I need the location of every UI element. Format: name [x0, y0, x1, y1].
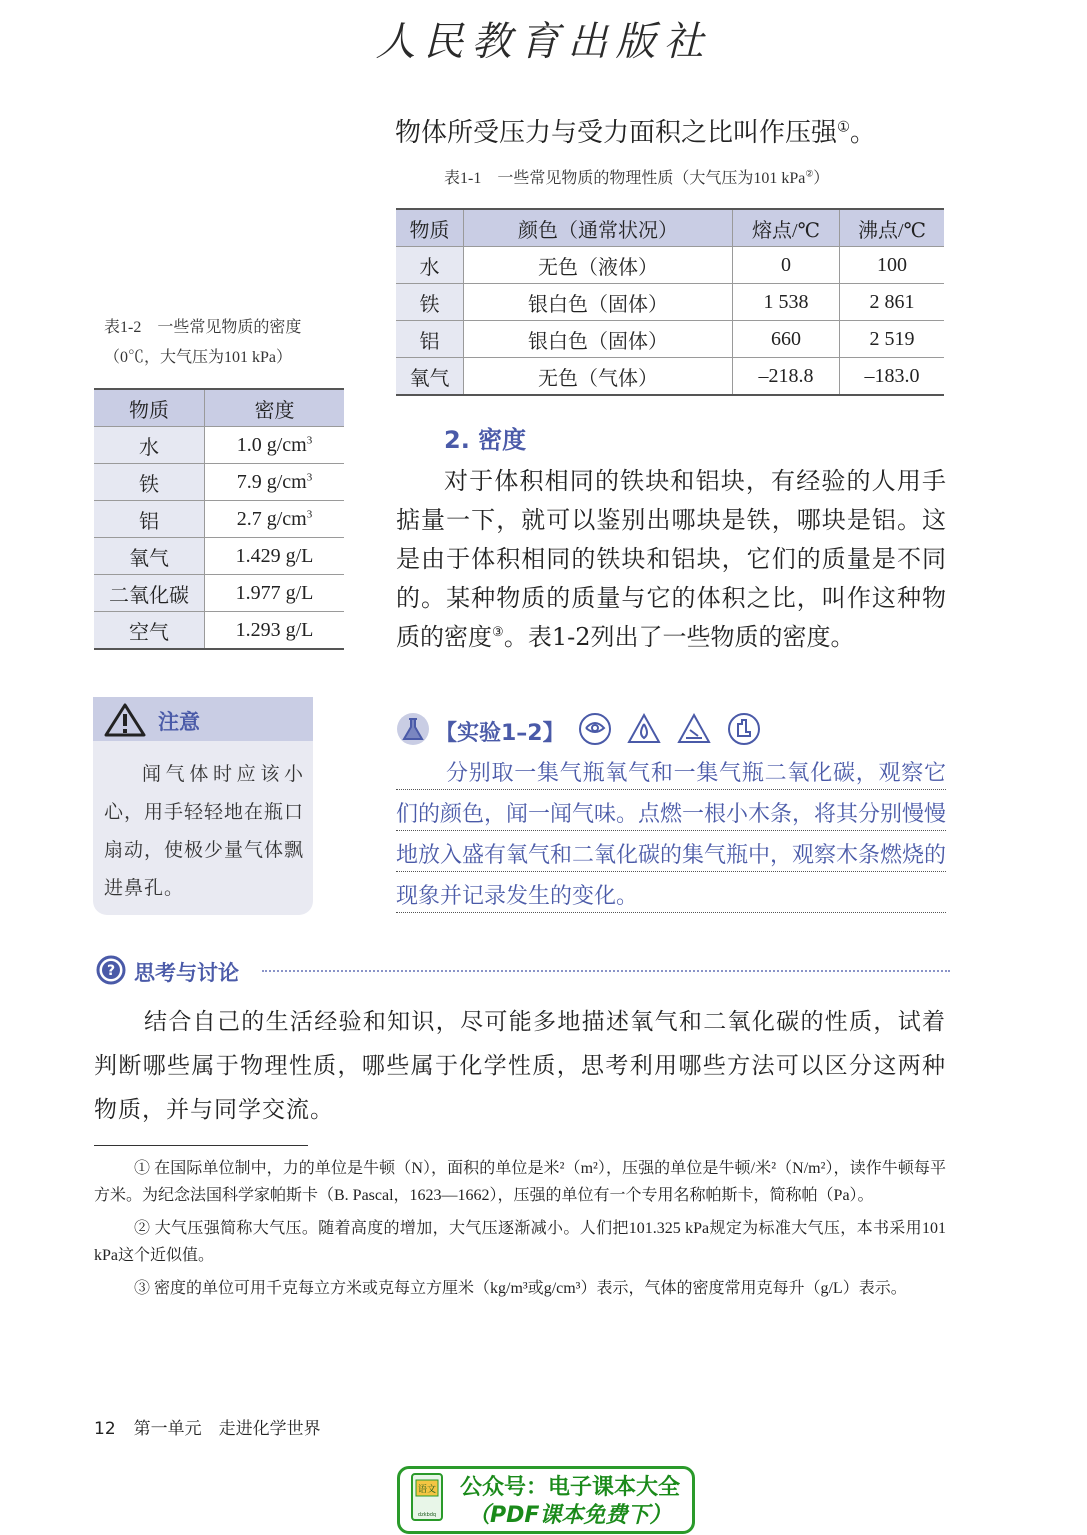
- table-row: [94, 427, 344, 464]
- table-header: 沸点/℃: [840, 209, 945, 247]
- table-cell: 氧气: [94, 538, 205, 575]
- think-title: 思考与讨论: [134, 961, 239, 985]
- table-cell: 无色（液体）: [464, 247, 733, 284]
- experiment-body: 分别取一集气瓶氧气和一集气瓶二氧化碳，观察它们的颜色，闻一闻气味。点燃一根小木条，将其分别慢慢地放入盛有氧气和二氧化碳的集气瓶中，观察木条燃烧的现象并记录发生的变化。: [396, 761, 947, 909]
- table-cell: 无色（气体）: [464, 358, 733, 396]
- table-cell: –183.0: [840, 358, 945, 396]
- table-cell: 铝: [396, 321, 464, 358]
- dotted-divider: [262, 970, 950, 972]
- watermark-line2: （PDF课本免费下）: [468, 1503, 672, 1528]
- density-table: [94, 388, 344, 650]
- table-cell: 铝: [94, 501, 205, 538]
- intro-sentence: 物体所受压力与受力面积之比叫作压强①。: [395, 118, 876, 148]
- table-row: [396, 321, 944, 358]
- table-cell: 氧气: [396, 358, 464, 396]
- table-cell: 660: [733, 321, 840, 358]
- table-row: [94, 575, 344, 612]
- table-cell: 1 538: [733, 284, 840, 321]
- table-cell: 1.293 g/L: [205, 612, 345, 650]
- table-row: [396, 284, 944, 321]
- question-bubble-icon: [94, 955, 128, 987]
- svg-text:dzkbdq: dzkbdq: [417, 1512, 437, 1518]
- table-cell: 7.9 $g/cm^3$: [205, 464, 345, 501]
- table2-caption-line1: 表1-2 一些常见物质的密度: [104, 319, 302, 336]
- footnote-rule: [94, 1145, 308, 1146]
- table-cell: 银白色（固体）: [464, 321, 733, 358]
- table-cell: 2.7 $g/cm^3$: [205, 501, 345, 538]
- warning-icon: [103, 702, 147, 738]
- watermark-line1: 公众号：电子课本大全: [460, 1475, 681, 1500]
- dotted-underline: [396, 871, 946, 872]
- table-row: [396, 358, 944, 396]
- footnote-3: ③ 密度的单位可用千克每立方米或克每立方厘米（kg/m³或g/cm³）表示，气体的密度常用克每升（g/L）表示。: [134, 1280, 907, 1297]
- table-header: 密度: [205, 389, 345, 427]
- safety-icons: [578, 712, 764, 746]
- unit-title: 第一单元 走进化学世界: [133, 1419, 321, 1438]
- table-cell: 100: [840, 247, 945, 284]
- table-cell: 1.977 g/L: [205, 575, 345, 612]
- table-cell: 2 519: [840, 321, 945, 358]
- table-cell: 银白色（固体）: [464, 284, 733, 321]
- experiment-title: 【实验1–2】: [435, 721, 565, 746]
- table-cell: 二氧化碳: [94, 575, 205, 612]
- table-cell: –218.8: [733, 358, 840, 396]
- table-header-row: [396, 209, 944, 247]
- table-row: [94, 612, 344, 650]
- table-cell: 铁: [396, 284, 464, 321]
- note-title: 注意: [158, 710, 200, 734]
- think-body: 结合自己的生活经验和知识，尽可能多地描述氧气和二氧化碳的性质，试着判断哪些属于物理性质，哪些属于化学性质，思考利用哪些方法可以区分这两种物质，并与同学交流。: [94, 1009, 946, 1123]
- section-heading: 2. 密度: [444, 426, 527, 454]
- table-cell: 水: [94, 427, 205, 464]
- footnote-1: ① 在国际单位制中，力的单位是牛顿（N），面积的单位是米²（m²），压强的单位是牛顿/米²（N/m²），读作牛顿每平方米。为纪念法国科学家帕斯卡（B. Pascal，1623—1662），压强的单位有一个专用名称帕斯卡，简称帕（Pa）。: [94, 1160, 946, 1204]
- table1-caption: 表1-1 一些常见物质的物理性质（大气压为101 kPa②）: [444, 168, 830, 187]
- table-cell: 1.429 g/L: [205, 538, 345, 575]
- table-header: 物质: [94, 389, 205, 427]
- density-paragraph: 对于体积相同的铁块和铝块，有经验的人用手掂量一下，就可以鉴别出哪块是铁，哪块是铝。这是由于体积相同的铁块和铝块，它们的质量是不同的。某种物质的质量与它的体积之比，叫作这种物质的密度③。表1-2列出了一些物质的密度。: [396, 467, 946, 651]
- table-row: [396, 247, 944, 284]
- properties-table: [396, 208, 944, 396]
- table2-caption-line2: （0℃，大气压为101 kPa）: [104, 349, 293, 366]
- table-cell: 2 861: [840, 284, 945, 321]
- table-header: 物质: [396, 209, 464, 247]
- table-cell: 铁: [94, 464, 205, 501]
- table-header: 熔点/℃: [733, 209, 840, 247]
- svg-text:?: ?: [106, 963, 116, 979]
- note-body: 闻气体时应该小心，用手轻轻地在瓶口扇动，使极少量气体飘进鼻孔。: [104, 763, 305, 899]
- dotted-underline: [396, 912, 946, 913]
- dotted-underline: [396, 789, 946, 790]
- table-row: [94, 501, 344, 538]
- table-cell: 1.0 $g/cm^3$: [205, 427, 345, 464]
- table-cell: 水: [396, 247, 464, 284]
- table-cell: 0: [733, 247, 840, 284]
- book-icon: [410, 1472, 444, 1522]
- table-header: 颜色（通常状况）: [464, 209, 733, 247]
- table-row: [94, 464, 344, 501]
- footnotes: [94, 1155, 946, 1308]
- publisher-logo: 人民教育出版社: [375, 19, 712, 65]
- footnote-2: ② 大气压强简称大气压。随着高度的增加，大气压逐渐减小。人们把101.325 kPa规定为标准大气压，本书采用101 kPa这个近似值。: [94, 1220, 946, 1264]
- table-header-row: [94, 389, 344, 427]
- page-number: 12: [94, 1419, 116, 1439]
- flask-icon: [396, 712, 430, 746]
- svg-text:语文: 语文: [417, 1485, 437, 1495]
- page-footer: [94, 1414, 321, 1439]
- table-cell: 空气: [94, 612, 205, 650]
- table-row: [94, 538, 344, 575]
- dotted-underline: [396, 830, 946, 831]
